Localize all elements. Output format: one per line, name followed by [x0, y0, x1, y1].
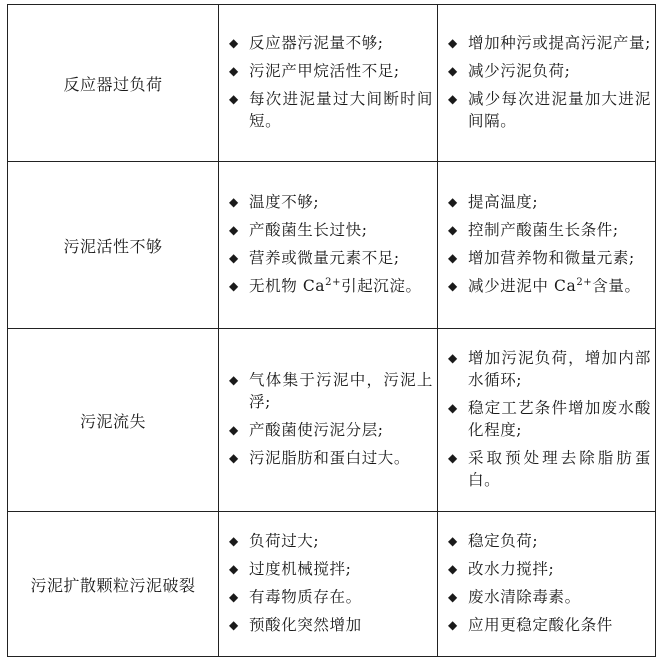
- list-item: ◆ 增加种污或提高污泥产量;: [448, 34, 651, 52]
- diamond-bullet-icon: ◆: [448, 401, 458, 415]
- diamond-bullet-icon: ◆: [229, 36, 239, 50]
- list-item: ◆ 温度不够;: [229, 193, 320, 211]
- causes-cell: [219, 5, 438, 162]
- table-row: [8, 329, 656, 512]
- list-item: ◆ 营养或微量元素不足;: [229, 249, 400, 267]
- troubleshooting-table: [7, 4, 656, 657]
- list-item: ◆ 增加营养物和微量元素;: [448, 249, 635, 267]
- diamond-bullet-icon: ◆: [229, 534, 239, 548]
- list-item: ◆ 过度机械搅拌;: [229, 560, 352, 578]
- list-item: ◆ 废水清除毒素。: [448, 588, 581, 606]
- list-item: ◆ 产酸菌生长过快;: [229, 221, 368, 239]
- diamond-bullet-icon: ◆: [229, 423, 239, 437]
- list-item: ◆ 气体集于污泥中，污泥上浮;: [229, 371, 433, 411]
- diamond-bullet-icon: ◆: [448, 279, 458, 293]
- list-item: ◆ 无机物 $Ca^{2+}$引起沉淀。: [229, 276, 422, 295]
- diamond-bullet-icon: ◆: [229, 92, 239, 106]
- list-item: ◆ 有毒物质存在。: [229, 588, 362, 606]
- diamond-bullet-icon: ◆: [448, 351, 458, 365]
- diamond-bullet-icon: ◆: [448, 590, 458, 604]
- problem-cell: 污泥活性不够: [8, 162, 219, 329]
- table-row: [8, 5, 656, 162]
- list-item: ◆ 增加污泥负荷，增加内部水循环;: [448, 349, 651, 389]
- table-row: [8, 512, 656, 657]
- problem-cell: 污泥扩散颗粒污泥破裂: [8, 512, 219, 657]
- causes-cell: [219, 162, 438, 329]
- diamond-bullet-icon: ◆: [448, 618, 458, 632]
- causes-cell: [219, 512, 438, 657]
- solutions-list: [438, 520, 655, 648]
- diamond-bullet-icon: ◆: [448, 92, 458, 106]
- list-item: ◆ 稳定负荷;: [448, 532, 539, 550]
- diamond-bullet-icon: ◆: [448, 562, 458, 576]
- diamond-bullet-icon: ◆: [448, 64, 458, 78]
- causes-list: [219, 359, 437, 481]
- list-item: ◆ 稳定工艺条件增加废水酸化程度;: [448, 399, 651, 439]
- solutions-cell: [438, 329, 656, 512]
- diamond-bullet-icon: ◆: [229, 590, 239, 604]
- diamond-bullet-icon: ◆: [448, 451, 458, 465]
- diamond-bullet-icon: ◆: [448, 36, 458, 50]
- solutions-cell: [438, 162, 656, 329]
- problem-cell: 反应器过负荷: [8, 5, 219, 162]
- list-item: ◆ 减少每次进泥量加大进泥间隔。: [448, 90, 651, 130]
- diamond-bullet-icon: ◆: [448, 251, 458, 265]
- diamond-bullet-icon: ◆: [229, 251, 239, 265]
- causes-list: [219, 520, 437, 648]
- diamond-bullet-icon: ◆: [229, 618, 239, 632]
- list-item: ◆ 改水力搅拌;: [448, 560, 555, 578]
- list-item: ◆ 采取预处理去除脂肪蛋白。: [448, 449, 651, 489]
- diamond-bullet-icon: ◆: [448, 195, 458, 209]
- solutions-list: [438, 181, 655, 309]
- list-item: ◆ 减少污泥负荷;: [448, 62, 571, 80]
- list-item: ◆ 反应器污泥量不够;: [229, 34, 384, 52]
- table-row: [8, 162, 656, 329]
- solutions-list: [438, 337, 655, 503]
- diamond-bullet-icon: ◆: [229, 451, 239, 465]
- list-item: ◆ 产酸菌使污泥分层;: [229, 421, 384, 439]
- diamond-bullet-icon: ◆: [229, 195, 239, 209]
- list-item: ◆ 应用更稳定酸化条件: [448, 616, 613, 634]
- diamond-bullet-icon: ◆: [448, 223, 458, 237]
- list-item: ◆ 污泥脂肪和蛋白过大。: [229, 449, 411, 467]
- diamond-bullet-icon: ◆: [229, 223, 239, 237]
- diamond-bullet-icon: ◆: [229, 64, 239, 78]
- diamond-bullet-icon: ◆: [448, 534, 458, 548]
- list-item: ◆ 提高温度;: [448, 193, 539, 211]
- diamond-bullet-icon: ◆: [229, 373, 239, 387]
- causes-list: [219, 181, 437, 309]
- list-item: ◆ 减少进泥中 $Ca^{2+}$含量。: [448, 276, 641, 295]
- list-item: ◆ 每次进泥量过大间断时间短。: [229, 90, 433, 130]
- solutions-cell: [438, 5, 656, 162]
- list-item: ◆ 负荷过大;: [229, 532, 320, 550]
- list-item: ◆ 污泥产甲烷活性不足;: [229, 62, 400, 80]
- diamond-bullet-icon: ◆: [229, 279, 239, 293]
- problem-cell: 污泥流失: [8, 329, 219, 512]
- diamond-bullet-icon: ◆: [229, 562, 239, 576]
- causes-list: [219, 22, 437, 144]
- causes-cell: [219, 329, 438, 512]
- solutions-cell: [438, 512, 656, 657]
- list-item: ◆ 控制产酸菌生长条件;: [448, 221, 619, 239]
- list-item: ◆ 预酸化突然增加: [229, 616, 362, 634]
- solutions-list: [438, 22, 655, 144]
